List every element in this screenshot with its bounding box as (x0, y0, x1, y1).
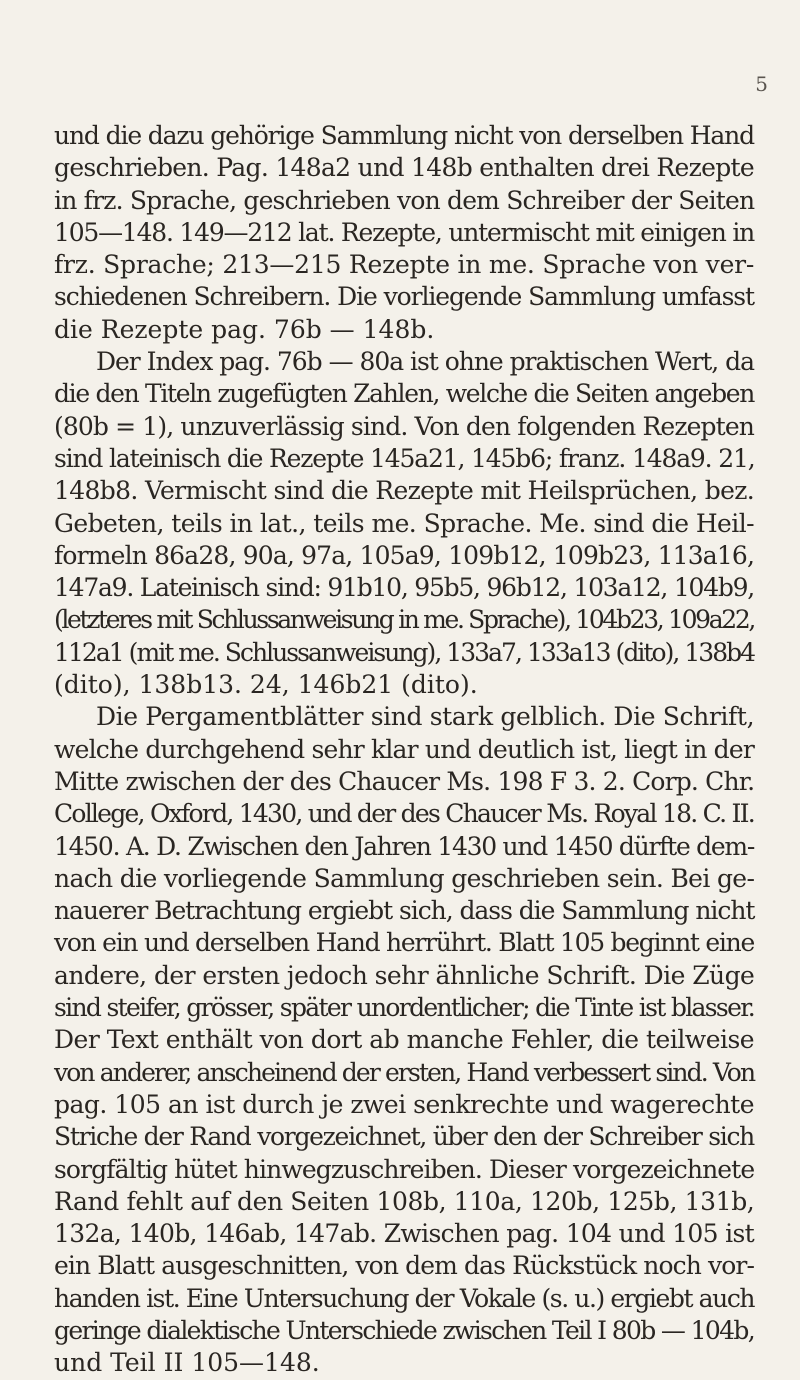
text-line: College, Oxford, 1430, und der des Chaucer Ms. Royal 18. C. II. (54, 799, 754, 829)
text-line: sorgfältig hütet hinwegzuschreiben. Dieser vorgezeichnete (54, 1154, 755, 1184)
text-line: die den Titeln zugefügten Zahlen, welche die Seiten angeben (54, 379, 754, 409)
text-line: formeln 86a28, 90a, 97a, 105a9, 109b12, 109b23, 113a16, (54, 540, 755, 570)
text-line: von ein und derselben Hand herrührt. Blatt 105 beginnt eine (54, 928, 754, 958)
text-line: Der Index pag. 76b — 80a ist ohne praktischen Wert, da (96, 347, 754, 377)
body-text (54, 120, 754, 1380)
text-line: 148b8. Vermischt sind die Rezepte mit Heilsprüchen, bez. (54, 476, 754, 506)
text-line: welche durchgehend sehr klar und deutlich ist, liegt in der (54, 734, 754, 764)
text-line: von anderer, anscheinend der ersten, Hand verbessert sind. Von (54, 1057, 755, 1087)
text-line: in frz. Sprache, geschrieben von dem Schreiber der Seiten (54, 185, 755, 215)
text-line: geschrieben. Pag. 148a2 und 148b enthalten drei Rezepte (54, 153, 755, 183)
text-line: 132a, 140b, 146ab, 147ab. Zwischen pag. 104 und 105 ist (54, 1219, 754, 1249)
text-line: und Teil II 105—148. (54, 1348, 320, 1378)
text-line: Die Pergamentblätter sind stark gelblich. Die Schrift, (96, 702, 755, 732)
text-line: sind steifer, grösser, später unordentlicher; die Tinte ist blasser. (54, 993, 754, 1023)
text-line: schiedenen Schreibern. Die vorliegende Sammlung umfasst (54, 282, 754, 312)
text-line: andere, der ersten jedoch sehr ähnliche Schrift. Die Züge (54, 960, 755, 990)
text-line: frz. Sprache; 213—215 Rezepte in me. Sprache von ver- (54, 250, 755, 280)
text-line: handen ist. Eine Untersuchung der Vokale (s. u.) ergiebt auch (54, 1283, 755, 1313)
text-line: Gebeten, teils in lat., teils me. Sprache. Me. sind die Heil- (54, 508, 754, 538)
text-line: 147a9. Lateinisch sind: 91b10, 95b5, 96b12, 103a12, 104b9, (54, 573, 754, 603)
text-line: (letzteres mit Schlussanweisung in me. Sprache), 104b23, 109a22, (54, 605, 754, 635)
text-line: pag. 105 an ist durch je zwei senkrechte und wagerechte (54, 1089, 754, 1119)
text-line: Der Text enthält von dort ab manche Fehler, die teilweise (54, 1025, 755, 1055)
page-number: 5 (755, 72, 768, 96)
text-line: 112a1 (mit me. Schlussanweisung), 133a7, 133a13 (dito), 138b4 (54, 637, 755, 667)
text-line: und die dazu gehörige Sammlung nicht von derselben Hand (54, 121, 754, 150)
text-line: Striche der Rand vorgezeichnet, über den der Schreiber sich (54, 1122, 754, 1152)
text-line: die Rezepte pag. 76b — 148b. (54, 314, 435, 344)
text-line: geringe dialektische Unterschiede zwischen Teil I 80b — 104b, (54, 1315, 754, 1345)
text-line: nauerer Betrachtung ergiebt sich, dass die Sammlung nicht (54, 896, 755, 926)
text-line: sind lateinisch die Rezepte 145a21, 145b6; franz. 148a9. 21, (54, 443, 755, 473)
text-line: 105—148. 149—212 lat. Rezepte, untermischt mit einigen in (54, 217, 755, 247)
text-line: ein Blatt ausgeschnitten, von dem das Rückstück noch vor- (54, 1251, 754, 1281)
text-line: (dito), 138b13. 24, 146b21 (dito). (54, 670, 478, 700)
text-line: Rand fehlt auf den Seiten 108b, 110a, 120b, 125b, 131b, (54, 1186, 755, 1216)
text-line: 1450. A. D. Zwischen den Jahren 1430 und 1450 dürfte dem- (54, 831, 755, 861)
text-line: Mitte zwischen der des Chaucer Ms. 198 F 3. 2. Corp. Chr. (54, 766, 755, 796)
text-line: (80b = 1), unzuverlässig sind. Von den folgenden Rezepten (54, 411, 754, 441)
text-line: nach die vorliegende Sammlung geschrieben sein. Bei ge- (54, 863, 755, 893)
